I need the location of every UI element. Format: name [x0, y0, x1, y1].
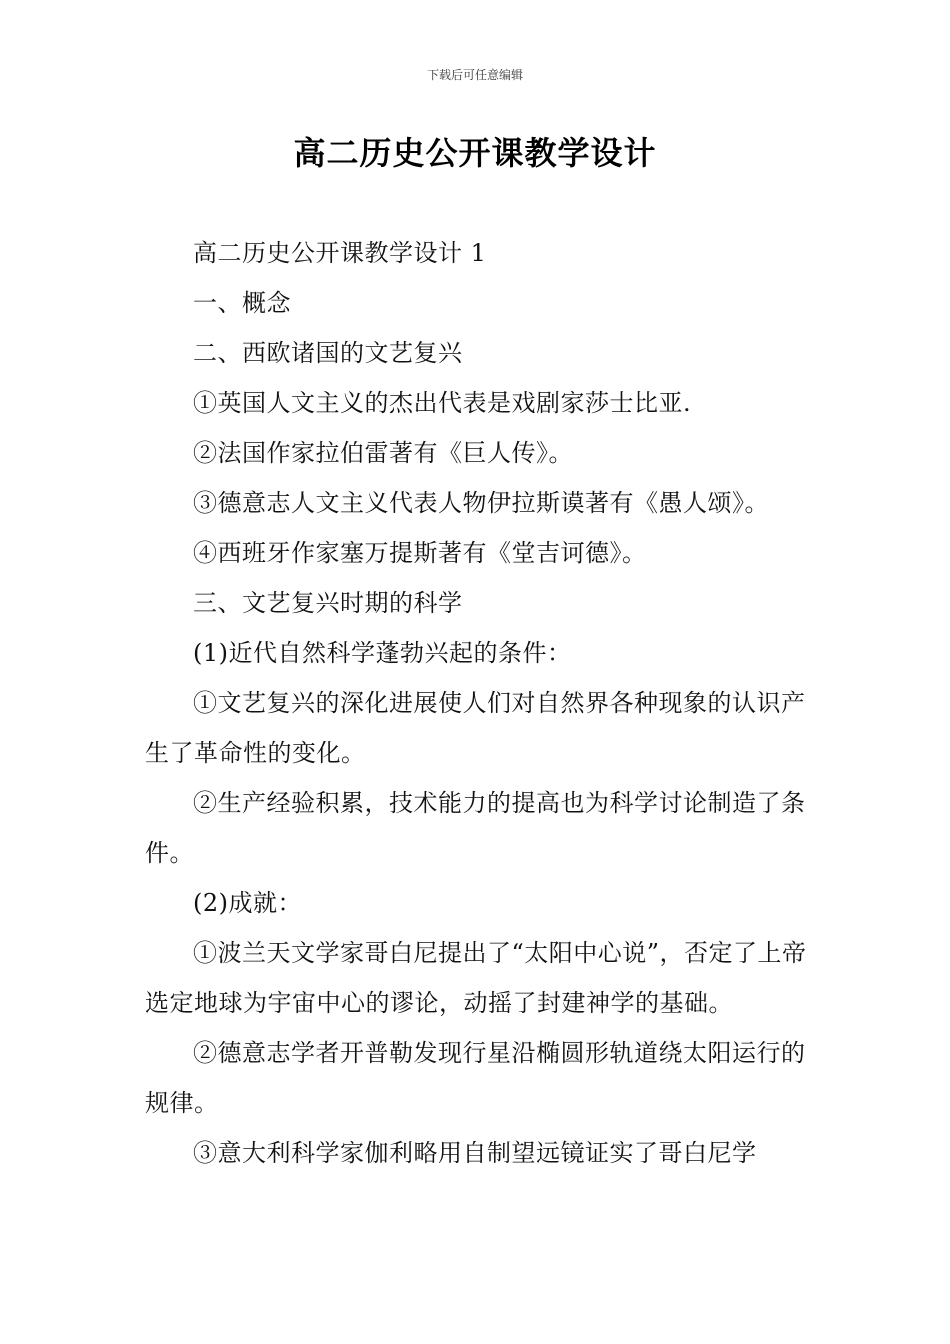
- document-body: [145, 228, 807, 1178]
- paragraph: 一、概念: [193, 289, 291, 317]
- paragraph: ①波兰天文学家哥白尼提出了“太阳中心说”，否定了上帝选定地球为宇宙中心的谬论，动摇了封建神学的基础。: [145, 939, 807, 1017]
- paragraph: (2)成就：: [193, 889, 302, 917]
- paragraph: 三、文艺复兴时期的科学: [193, 589, 463, 617]
- document-title: 高二历史公开课教学设计: [293, 134, 657, 172]
- paragraph: ②德意志学者开普勒发现行星沿椭圆形轨道绕太阳运行的规律。: [145, 1039, 806, 1117]
- paragraph: ③德意志人文主义代表人物伊拉斯谟著有《愚人颂》。: [193, 489, 769, 517]
- paragraph: ①文艺复兴的深化进展使人们对自然界各种现象的认识产生了革命性的变化。: [145, 689, 806, 767]
- paragraph: ③意大利科学家伽利略用自制望远镜证实了哥白尼学: [193, 1139, 757, 1167]
- paragraph: ②生产经验积累，技术能力的提高也为科学讨论制造了条件。: [145, 789, 806, 867]
- paragraph: 二、西欧诸国的文艺复兴: [193, 339, 463, 367]
- header-note: 下载后可任意编辑: [426, 68, 523, 82]
- paragraph: ④西班牙作家塞万提斯著有《堂吉诃德》。: [193, 539, 647, 567]
- paragraph: 高二历史公开课教学设计 1: [193, 239, 487, 267]
- paragraph: (1)近代自然科学蓬勃兴起的条件：: [193, 639, 572, 667]
- paragraph: ①英国人文主义的杰出代表是戏剧家莎士比亚.: [193, 389, 692, 417]
- paragraph: ②法国作家拉伯雷著有《巨人传》。: [193, 439, 573, 467]
